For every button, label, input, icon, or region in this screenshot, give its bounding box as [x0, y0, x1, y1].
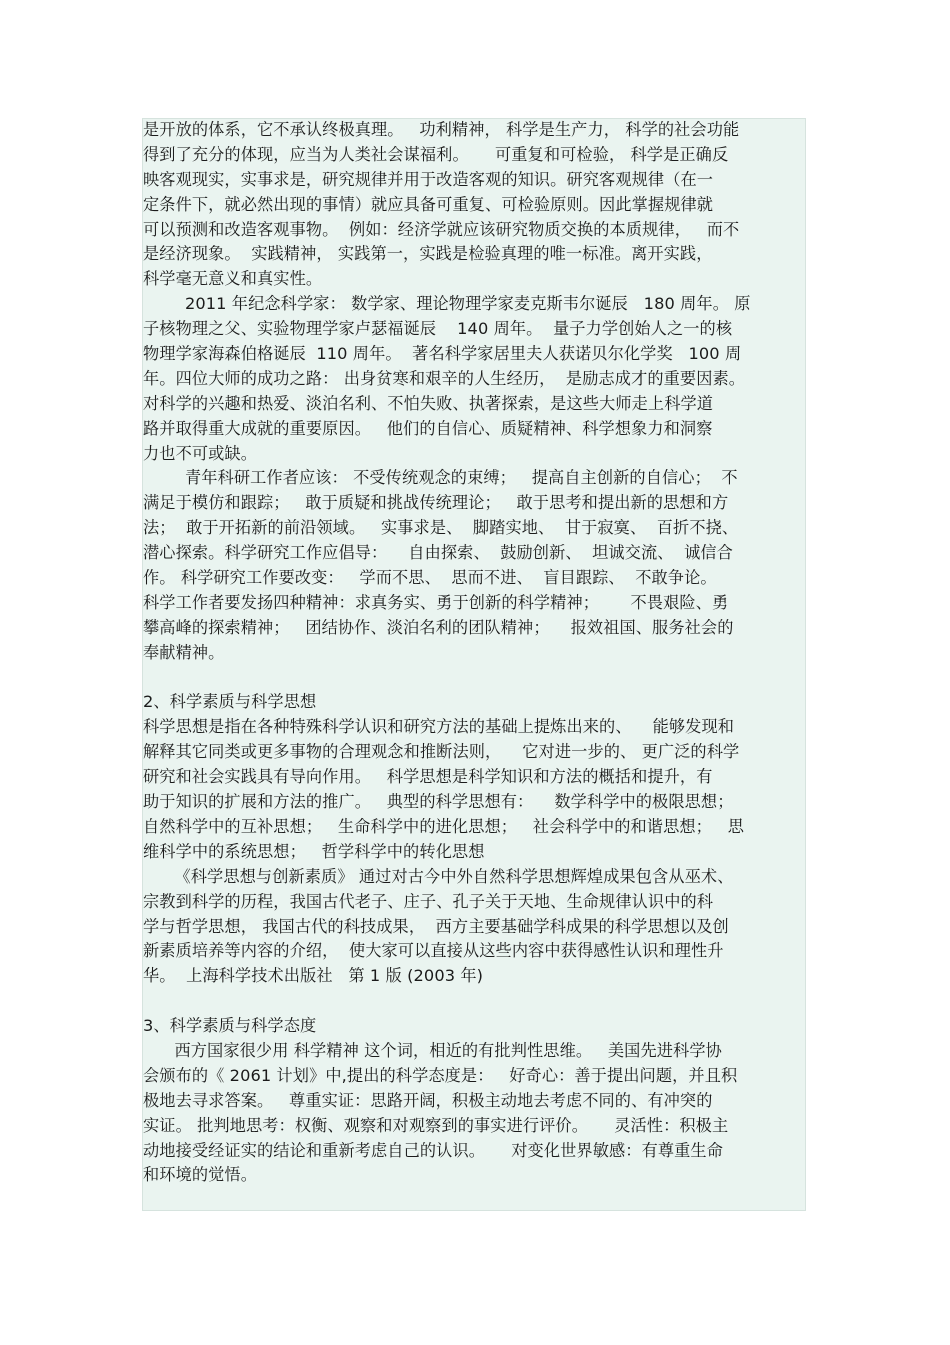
- text-line: 对科学的兴趣和热爱、淡泊名利、不怕失败、执著探索，是这些大师走上科学道: [143, 393, 714, 413]
- document-body: [143, 118, 807, 1188]
- text-line: 学与哲学思想， 我国古代的科技成果， 西方主要基础学科成果的科学思想以及创: [143, 916, 729, 936]
- text-line: 新素质培养等内容的介绍， 使大家可以直接从这些内容中获得感性认识和理性升: [143, 941, 724, 961]
- text-line: 年。四位大师的成功之路： 出身贫寒和艰辛的人生经历， 是励志成才的重要因素。: [143, 368, 746, 388]
- text-line: 会颁布的《 2061 计划》中,提出的科学态度是： 好奇心：善于提出问题，并且积: [143, 1065, 738, 1085]
- text-line: 子核物理之父、实验物理学家卢瑟福诞辰 140 周年。 量子力学创始人之一的核: [143, 319, 733, 339]
- text-line: 得到了充分的体现，应当为人类社会谋福利。 可重复和可检验， 科学是正确反: [143, 144, 729, 164]
- text-line: 法； 敢于开拓新的前沿领域。 实事求是、 脚踏实地、 甘于寂寞、 百折不挠、: [143, 518, 739, 538]
- text-line: 《科学思想与创新素质》 通过对古今中外自然科学思想辉煌成果包含从巫术、: [143, 866, 734, 886]
- text-line: 映客观现实，实事求是，研究规律并用于改造客观的知识。研究客观规律（在一: [143, 169, 714, 189]
- text-line: 宗教到科学的历程，我国古代老子、庄子、孔子关于天地、生命规律认识中的科: [143, 891, 714, 911]
- text-line: 奉献精神。: [143, 642, 225, 662]
- text-line: 定条件下，就必然出现的事情）就应具备可重复、可检验原则。因此掌握规律就: [143, 194, 714, 214]
- text-line: 科学思想是指在各种特殊科学认识和研究方法的基础上提炼出来的、 能够发现和: [143, 717, 735, 737]
- text-line: 自然科学中的互补思想； 生命科学中的进化思想； 社会科学中的和谐思想； 思: [143, 816, 744, 836]
- blank-line: [143, 666, 807, 691]
- section-heading: 2、科学素质与科学思想: [143, 692, 317, 712]
- text-line: 可以预测和改造客观事物。 例如：经济学就应该研究物质交换的本质规律， 而不: [143, 219, 740, 239]
- text-line: 科学毫无意义和真实性。: [143, 269, 323, 289]
- text-line: 是经济现象。 实践精神， 实践第一，实践是检验真理的唯一标准。离开实践，: [143, 244, 713, 264]
- text-line: 物理学家海森伯格诞辰 110 周年。 著名科学家居里夫人获诺贝尔化学奖 100 周: [143, 344, 742, 364]
- text-line: 实证。 批判地思考：权衡、观察和对观察到的事实进行评价。 灵活性：积极主: [143, 1115, 729, 1135]
- text-line: 2011 年纪念科学家： 数学家、理论物理学家麦克斯韦尔诞辰 180 周年。 原: [143, 294, 751, 314]
- section-heading: 3、科学素质与科学态度: [143, 1016, 317, 1036]
- text-line: 攀高峰的探索精神； 团结协作、淡泊名利的团队精神； 报效祖国、服务社会的: [143, 617, 734, 637]
- text-line: 解释其它同类或更多事物的合理观念和推断法则， 它对进一步的、 更广泛的科学: [143, 742, 740, 762]
- text-line: 力也不可或缺。: [143, 443, 258, 463]
- text-line: 助于知识的扩展和方法的推广。 典型的科学思想有： 数学科学中的极限思想；: [143, 792, 734, 812]
- text-line: 潜心探索。科学研究工作应倡导： 自由探索、 鼓励创新、 坦诚交流、 诚信合: [143, 543, 733, 563]
- text-line: 科学工作者要发扬四种精神：求真务实、勇于创新的科学精神； 不畏艰险、勇: [143, 592, 729, 612]
- text-line: 研究和社会实践具有导向作用。 科学思想是科学知识和方法的概括和提升，有: [143, 767, 713, 787]
- blank-line: [143, 989, 807, 1014]
- text-line: 作。 科学研究工作要改变： 学而不思、 思而不进、 盲目跟踪、 不敢争论。: [143, 568, 717, 588]
- text-line: 是开放的体系，它不承认终极真理。 功利精神， 科学是生产力， 科学的社会功能: [143, 120, 740, 139]
- text-line: 华。 上海科学技术出版社 第 1 版 (2003 年): [143, 966, 484, 986]
- text-line: 极地去寻求答案。 尊重实证：思路开阔，积极主动地去考虑不同的、有冲突的: [143, 1090, 713, 1110]
- text-line: 维科学中的系统思想； 哲学科学中的转化思想: [143, 841, 485, 861]
- text-line: 西方国家很少用 科学精神 这个词，相近的有批判性思维。 美国先进科学协: [143, 1040, 722, 1060]
- text-line: 满足于模仿和跟踪； 敢于质疑和挑战传统理论； 敢于思考和提出新的思想和方: [143, 493, 729, 513]
- text-line: 路并取得重大成就的重要原因。 他们的自信心、质疑精神、科学想象力和洞察: [143, 418, 713, 438]
- text-line: 和环境的觉悟。: [143, 1165, 258, 1185]
- text-line: 青年科研工作者应该： 不受传统观念的束缚； 提高自主创新的自信心； 不: [143, 468, 738, 488]
- text-line: 动地接受经证实的结论和重新考虑自己的认识。 对变化世界敏感：有尊重生命: [143, 1140, 723, 1160]
